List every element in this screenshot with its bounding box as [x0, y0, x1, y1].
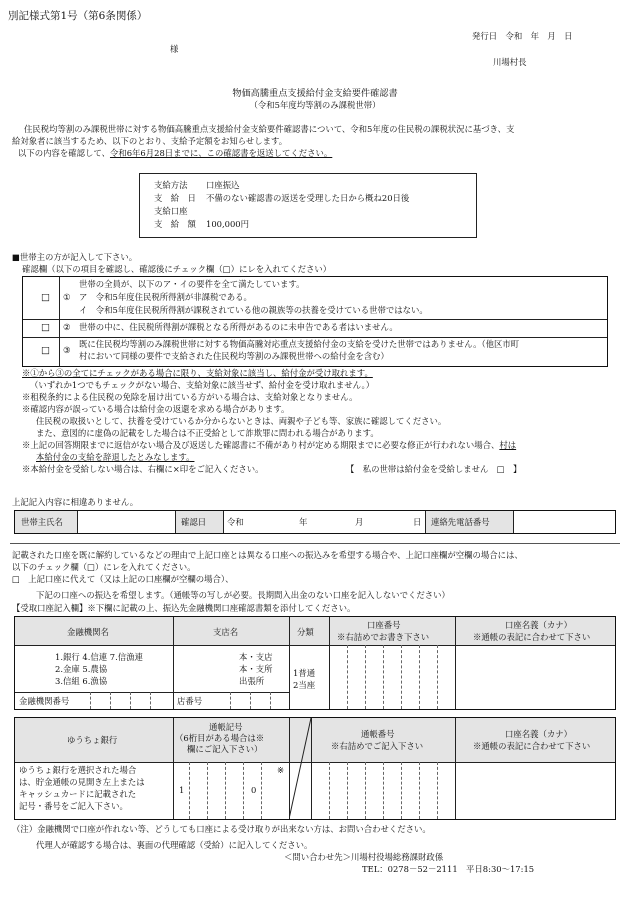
alt-line-5: 【受取口座記入欄】※下欄に記載の上、振込先金融機関口座確認書類を添付してください。 [12, 603, 356, 613]
passbook-note-2: 欄にご記入下さい） [187, 744, 263, 754]
check-1-a: ア 令和5年度住民税所得割が非課税である。 [79, 292, 252, 302]
householder-name-field[interactable] [79, 512, 173, 532]
note-8: 本給付金の支給を辞退したとみなします。 [36, 452, 195, 462]
check-table [22, 276, 608, 367]
check-2-text: 世帯の中に、住民税所得割が課税となる所得があるのに未申告である者はいません。 [79, 322, 398, 332]
note-7: ※上記の回答期限までに返信がない場合及び返送した確認書に不備があり村が定める期限までに必要な修正が行われない場合、村は [22, 440, 517, 450]
note-6: また、意図的に虚偽の記載をした場合は不正受給として詐欺罪に問われる場合があります。 [36, 428, 379, 438]
bank-types-2: 2.金庫 5.農協 [55, 664, 108, 674]
bank-table [14, 616, 616, 710]
passbook-digit-0: 0 [251, 785, 257, 795]
acct-type-2: 2当座 [293, 680, 316, 690]
day-label: 日 [413, 517, 422, 527]
holder-header: 口座名義（カナ） [505, 620, 572, 630]
passbook-num-note: ※右詰めでご記入下さい [331, 741, 424, 751]
pay-method-value: 口座振込 [206, 180, 240, 190]
note-2: （いずれか1つでもチェックがない場合、支給対象に該当せず、給付金を受け取れません。） [30, 380, 375, 390]
alt-line-4: 下記の口座への振込を希望します。（通帳等の写しが必要。長期間入出金のない口座を記入しないでください） [36, 590, 450, 600]
tel: TEL：0278－52－2111 平日8:30～17:15 [362, 864, 535, 874]
intro-line-1: 住民税均等割のみ課税世帯に対する物価高騰重点支援給付金支給要件確認書について、令和5年度の住民税の課税状況に基づき、支 [24, 124, 515, 134]
yucho-holder-note: ※通帳の表記に合わせて下さい [473, 741, 591, 751]
payment-info-box [139, 173, 477, 238]
contact: ＜問い合わせ先＞川場村役場総務課財政係 [284, 852, 444, 862]
yucho-desc-2: は、貯金通帳の見開き左上または [19, 777, 145, 787]
proxy-note: 代理人が確認する場合は、裏面の代理確認（受給）に記入してください。 [36, 840, 313, 850]
note-5: 住民税の取扱いとして、扶養を受けているか分からないときは、両親や子ども等、家族に確認してください。 [36, 416, 447, 426]
check-1-b: イ 令和5年度住民税所得割が課税されている他の親族等の扶養を受けている世帯ではない。 [79, 305, 428, 315]
month-label: 月 [355, 517, 364, 527]
acct-header-note: ※右詰めでお書き下さい [337, 632, 430, 642]
bank-name-header: 金融機関名 [67, 627, 109, 637]
check-2-num: ② [63, 322, 71, 332]
alt-line-3[interactable]: □ 上記口座に代えて（又は上記の口座欄が空欄の場合）、 [12, 574, 234, 584]
passbook-num-header: 通帳番号 [361, 729, 395, 739]
acct-header: 口座番号 [367, 620, 401, 630]
intro-line-3: 以下の内容を確認して、令和6年6月28日までに、この確認書を返送してください。 [18, 148, 333, 158]
branch-header: 支店名 [213, 627, 239, 637]
tel-label: 連絡先電話番号 [431, 517, 490, 527]
check-3-num: ③ [63, 345, 71, 355]
check-3-box[interactable]: □ [41, 345, 50, 356]
decline-box[interactable]: 【 私の世帯は給付金を受給しません □ 】 [346, 464, 522, 474]
tel-field[interactable] [515, 512, 613, 532]
sign-row [14, 510, 616, 534]
passbook-header: 通帳記号 [209, 722, 243, 732]
passbook-digit-1: 1 [179, 785, 185, 795]
passbook-mark: ※ [277, 765, 285, 775]
section1-sub: 確認欄（以下の項目を確認し、確認後にチェック欄（□）にレを入れてください） [22, 264, 332, 274]
note-1: ※①から③の全てにチェックがある場合に限り、支給対象に該当し、給付金が受け取れます。 [22, 368, 373, 378]
type-header: 分類 [297, 627, 314, 637]
check-2-box[interactable]: □ [41, 322, 50, 333]
issue-date: 発行日 令和 年 月 日 [472, 31, 573, 41]
acct-type-1: 1普通 [293, 668, 316, 678]
title-main: 物価高騰重点支援給付金支給要件確認書 [232, 88, 398, 99]
footnote: （注）金融機関で口座が作れない等、どうしても口座による受け取りが出来ない方は、お問い合わせください。 [12, 824, 431, 834]
agree-text: 上記記入内容に相違ありません。 [12, 497, 139, 507]
note-3: ※租税条約による住民税の免除を届け出ている方がいる場合は、支給対象となりません。 [22, 392, 358, 402]
check-3-a: 既に住民税均等割のみ課税世帯に対する物価高騰対応重点支援給付金の支給を受けた世帯ではありません。（他区市町 [79, 339, 520, 349]
bank-types-1: 1.銀行 4.信連 7.信漁連 [55, 652, 143, 662]
branch-type-3: 出張所 [239, 676, 265, 686]
yucho-holder-header: 口座名義（カナ） [505, 729, 572, 739]
section1-head: ■世帯主の方が記入して下さい。 [12, 252, 138, 262]
pay-account-label: 支給口座 [154, 206, 188, 216]
branch-code-label: 店番号 [177, 696, 203, 706]
pay-date-value: 不備のない確認書の返送を受理した日から概ね20日後 [206, 193, 410, 203]
note-9: ※本給付金を受給しない場合は、右欄に×印をご記入ください。 [22, 464, 264, 474]
yucho-table [14, 717, 616, 820]
title-sub: （令和5年度均等割のみ課税世帯） [249, 100, 381, 110]
issuer: 川場村長 [493, 57, 527, 67]
yucho-desc-3: キャッシュカードに記載された [19, 789, 137, 799]
yucho-header: ゆうちょ銀行 [67, 735, 118, 745]
branch-type-2: 本・支所 [239, 664, 273, 674]
bank-types-3: 3.信組 6.漁協 [55, 676, 108, 686]
diagonal-line [289, 718, 311, 819]
branch-type-1: 本・支店 [239, 652, 273, 662]
pay-amount-value: 100,000円 [206, 219, 250, 229]
alt-line-2: 以下のチェック欄（□）にレを入れてください。 [12, 562, 196, 572]
householder-name-label: 世帯主氏名 [21, 517, 63, 527]
passbook-note-1: （6桁目がある場合は※ [175, 733, 265, 743]
yucho-desc-1: ゆうちょ銀行を選択された場合 [19, 765, 137, 775]
check-1-head: 世帯の全員が、以下のア・イの要件を全て満たしています。 [79, 279, 305, 289]
holder-header-note: ※通帳の表記に合わせて下さい [473, 632, 591, 642]
pay-method-label: 支給方法 [154, 180, 188, 190]
pay-amount-label: 支 給 額 [154, 219, 196, 229]
yucho-desc-4: 記号・番号をご記入下さい。 [19, 801, 128, 811]
confirm-date-label: 確認日 [181, 517, 207, 527]
check-3-b: 村において同様の要件で支給された住民税均等割のみ課税世帯への給付金を含む） [79, 351, 389, 361]
addressee-suffix: 様 [170, 44, 179, 54]
check-1-box[interactable]: □ [41, 292, 50, 303]
pay-date-label: 支 給 日 [154, 193, 196, 203]
bank-code-label: 金融機関番号 [19, 696, 70, 706]
year-label: 年 [299, 517, 308, 527]
check-1-num: ① [63, 292, 71, 302]
form-id: 別記様式第1号（第6条関係） [8, 10, 148, 22]
note-4: ※確認内容が誤っている場合は給付金の返還を求める場合があります。 [22, 404, 290, 414]
intro-line-2: 給対象者に該当するため、以下のとおり、支給予定額をお知らせします。 [12, 136, 288, 146]
alt-line-1: 記載された口座を既に解約しているなどの理由で上記口座とは異なる口座への振込みを希望する場合や、上記口座欄が空欄の場合には、 [12, 550, 523, 560]
era-label: 令和 [227, 517, 244, 527]
